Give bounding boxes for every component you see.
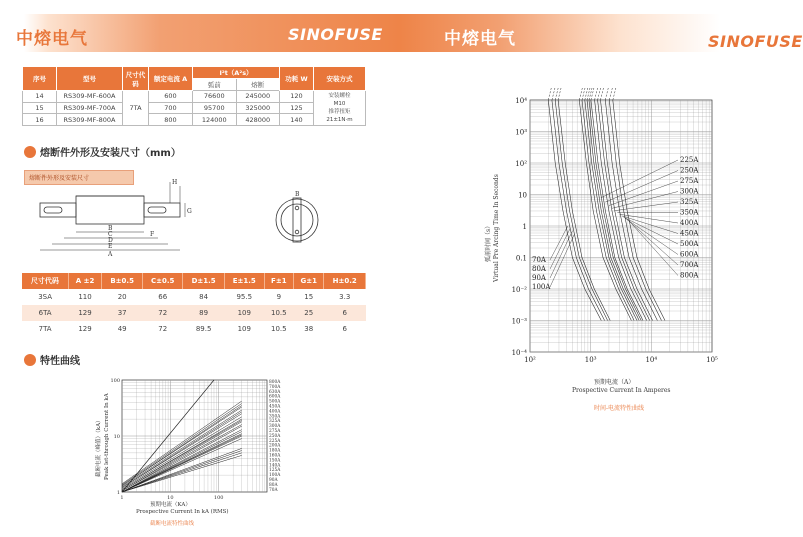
dim-header: F±1 — [264, 273, 293, 289]
dim-cell: 129 — [68, 305, 102, 321]
cell-no: 15 — [23, 102, 57, 114]
chart2-y-tick: 10 — [518, 191, 527, 200]
cell-no: 14 — [23, 91, 57, 103]
chart1-series-label: 150A — [269, 458, 281, 464]
chart1-series-label: 500A — [269, 399, 281, 405]
chart2-right-label: 350A — [680, 208, 699, 217]
chart2-x-tick: 10⁵ — [706, 356, 718, 364]
dim-cell: 109 — [224, 321, 264, 337]
chart2-right-label: 225A — [680, 156, 699, 164]
chart1-series-label: 140A — [269, 463, 281, 469]
header-left — [0, 14, 400, 52]
chart1-caption: 截断电流特性曲线 — [150, 521, 195, 527]
chart2-y-tick: 10⁴ — [515, 97, 527, 105]
dim-cell: 129 — [68, 321, 102, 337]
dim-cell: 49 — [102, 321, 143, 337]
chart2-right-label: 275A — [680, 177, 699, 185]
chart2-dash — [552, 88, 555, 100]
dim-label-a: A — [108, 251, 113, 258]
dim-header: E±1.5 — [224, 273, 264, 289]
cell-pre: 124000 — [193, 114, 237, 126]
chart2-leader — [550, 231, 572, 278]
chart2-x-tick: 10³ — [584, 356, 597, 364]
time-current-chart — [485, 92, 728, 422]
chart2-right-label: 500A — [680, 240, 699, 248]
dimension-header-row — [22, 273, 366, 289]
end-label-b: B — [295, 191, 300, 198]
dim-cell: 10.5 — [264, 321, 293, 337]
chart1-series-label: 300A — [269, 424, 281, 430]
chart1-series-label: 800A — [269, 380, 281, 385]
dim-cell: 10.5 — [264, 305, 293, 321]
chart2-dash — [579, 88, 582, 100]
end-inner-circle — [281, 204, 313, 236]
dim-label-b: B — [108, 225, 113, 232]
chart1-series-label: 90A — [269, 478, 278, 483]
chart1-series-label: 200A — [269, 443, 281, 449]
chart2-y-tick: 10⁻⁴ — [511, 349, 527, 357]
dim-header: B±0.5 — [102, 273, 143, 289]
chart2-leader — [609, 181, 678, 206]
cell-current: 700 — [149, 102, 193, 114]
cell-power: 140 — [280, 114, 314, 126]
spec-header-mount: 安装方式 — [314, 67, 366, 91]
chart1-xlabel: 预期电流（KA） — [150, 502, 191, 508]
cell-model: RS309-MF-800A — [57, 114, 123, 126]
chart2-caption: 时间-电流特性曲线 — [594, 405, 645, 412]
dim-label-d: D — [108, 237, 113, 244]
chart1-series-label: 225A — [269, 438, 281, 444]
brand-en-right: SINOFUSE — [708, 32, 803, 51]
dim-cell: 37 — [102, 305, 143, 321]
chart1-series-label: 100A — [269, 473, 281, 479]
chart1-series-label: 400A — [269, 409, 281, 415]
dim-label-c: C — [108, 231, 113, 238]
left-slot — [44, 207, 62, 213]
chart2-ylabel: 弧前时间（s） — [485, 222, 492, 262]
dim-cell: 95.5 — [224, 289, 264, 305]
chart2-right-label: 325A — [680, 198, 699, 206]
chart2-leader — [625, 218, 678, 254]
chart2-dash — [591, 88, 594, 100]
cell-power: 120 — [280, 91, 314, 103]
chart2-right-label: 600A — [680, 250, 699, 259]
dim-cell: 38 — [293, 321, 324, 337]
cell-current: 600 — [149, 91, 193, 103]
chart1-series-label: 250A — [269, 433, 281, 439]
chart2-ylabel-en: Virtual Pre Arcing Time In Seconds — [493, 174, 500, 282]
curve-title-text: 特性曲线 — [40, 356, 80, 367]
fuse-side-drawing — [30, 176, 200, 266]
chart1-series-250A — [122, 425, 242, 491]
dim-cell: 9 — [264, 289, 293, 305]
dim-cell: 84 — [183, 289, 224, 305]
dim-cell: 3SA — [22, 289, 68, 305]
spec-header-size: 尺寸代码 — [123, 67, 149, 91]
right-blade — [144, 203, 180, 217]
cell-total: 245000 — [236, 91, 280, 103]
header-banner — [0, 14, 803, 52]
chart1-y-tick: 100 — [110, 378, 120, 384]
chart2-y-tick: 10² — [515, 160, 527, 168]
brand-cn-right: 中熔电气 — [444, 29, 516, 49]
chart1-series-label: 450A — [269, 404, 281, 410]
chart2-right-label: 400A — [680, 219, 699, 227]
chart2-y-tick: 10⁻² — [511, 286, 527, 294]
dim-cell: 110 — [68, 289, 102, 305]
chart1-series-label: 70A — [269, 487, 278, 493]
chart1-x-tick: 100 — [213, 495, 224, 501]
chart1-xlabel-en: Prospective Current In kA (RMS) — [136, 509, 229, 515]
cutoff-current-chart — [90, 372, 290, 532]
section-bullet-icon — [24, 146, 36, 158]
fuse-end-view — [272, 192, 322, 252]
cell-total: 325000 — [236, 102, 280, 114]
dim-cell: 25 — [293, 305, 324, 321]
dim-cell: 6 — [324, 321, 366, 337]
chart2-dash — [582, 88, 585, 100]
right-slot — [148, 207, 166, 213]
spec-subheader-pre: 弧前 — [193, 79, 237, 91]
brand-en-left: SINOFUSE — [288, 25, 383, 44]
table-row — [23, 91, 366, 103]
chart2-dash — [598, 88, 601, 100]
chart2-leader — [624, 217, 678, 244]
dim-header: 尺寸代码 — [22, 273, 68, 289]
chart2-dash — [548, 88, 551, 100]
chart2-dash — [555, 88, 558, 100]
chart2-x-tick: 10² — [524, 356, 536, 364]
section-bullet-icon — [24, 354, 36, 366]
chart2-leader — [627, 220, 678, 265]
chart1-series-400A — [122, 414, 242, 488]
dim-label-h: H — [172, 179, 178, 186]
chart1-series-275A — [122, 422, 242, 491]
cell-pre: 95700 — [193, 102, 237, 114]
spec-header-model: 型号 — [57, 67, 123, 91]
chart1-x-tick: 10 — [167, 495, 174, 501]
dim-cell: 89 — [183, 305, 224, 321]
chart1-x-tick: 1 — [120, 495, 124, 501]
chart1-series-label: 180A — [269, 448, 281, 454]
spec-header-i2t: I²t（A²s） — [193, 67, 280, 79]
dim-cell: 72 — [143, 321, 183, 337]
chart2-left-label: 80A — [532, 265, 546, 273]
table-row — [22, 321, 366, 337]
dim-label-f: F — [150, 231, 155, 238]
mount-line: 21±1N·m — [326, 117, 353, 123]
chart1-series-label: 630A — [269, 389, 281, 395]
spec-subheader-total: 熔断 — [236, 79, 280, 91]
chart2-dash — [613, 88, 616, 100]
end-hole-top — [295, 206, 299, 210]
spec-header-power: 功耗 W — [280, 67, 314, 91]
chart2-right-label: 450A — [680, 229, 699, 238]
dim-header: H±0.2 — [324, 273, 366, 289]
chart2-dash — [600, 88, 603, 100]
dim-cell: 109 — [224, 305, 264, 321]
cell-size-code: 7TA — [123, 91, 149, 126]
cell-model: RS309-MF-600A — [57, 91, 123, 103]
table-row — [22, 289, 366, 305]
chart2-right-label: 700A — [680, 261, 699, 269]
dimension-title-text: 熔断件外形及安装尺寸（mm） — [40, 148, 181, 159]
dim-header: C±0.5 — [143, 273, 183, 289]
chart2-right-label: 250A — [680, 166, 699, 175]
chart2-y-tick: 10⁻³ — [511, 317, 527, 326]
dim-cell: 3.3 — [324, 289, 366, 305]
dimension-section-title — [24, 144, 181, 159]
cell-mount — [314, 91, 366, 126]
dim-label-e: E — [108, 243, 113, 250]
chart1-series-label: 350A — [269, 414, 281, 420]
dim-cell: 6TA — [22, 305, 68, 321]
chart2-leader — [605, 171, 678, 203]
chart2-leader — [620, 214, 678, 223]
cell-pre: 76600 — [193, 91, 237, 103]
chart2-xlabel: 预期电流（A） — [594, 379, 635, 386]
chart2-dash — [558, 88, 561, 100]
chart1-series-180A — [122, 432, 242, 492]
table-row — [22, 305, 366, 321]
dim-label-g: G — [187, 208, 192, 215]
chart2-right-label: 800A — [680, 271, 699, 280]
dim-cell: 20 — [102, 289, 143, 305]
mount-line: 安装螺栓 — [328, 93, 351, 99]
chart2-y-tick: 10³ — [515, 128, 527, 137]
header-right — [400, 14, 803, 52]
chart1-series-label: 80A — [269, 482, 278, 488]
brand-cn-left: 中熔电气 — [16, 29, 88, 49]
chart2-xlabel-en: Prospective Current In Amperes — [572, 387, 671, 394]
chart1-series-350A — [122, 417, 242, 489]
dim-cell: 89.5 — [183, 321, 224, 337]
chart2-dash — [595, 88, 598, 100]
dim-header: G±1 — [293, 273, 324, 289]
fuse-body — [76, 196, 144, 224]
chart2-leader — [601, 160, 678, 198]
chart2-dash — [605, 88, 608, 100]
chart1-series-label: 700A — [269, 384, 281, 390]
chart1-series-label: 600A — [269, 394, 281, 400]
chart2-y-tick: 0.1 — [515, 254, 527, 263]
chart2-leader — [615, 202, 678, 211]
dimension-sub-label: 熔断件外形及安装尺寸 — [24, 170, 134, 185]
chart1-series-label: 275A — [269, 429, 281, 434]
dim-cell: 72 — [143, 305, 183, 321]
chart1-ylabel-en: Peak let-through Current In kA — [104, 393, 110, 480]
chart2-leader — [550, 228, 570, 269]
chart2-left-label: 100A — [532, 283, 551, 291]
curve-section-title — [24, 352, 80, 367]
chart2-x-tick: 10⁴ — [645, 356, 658, 364]
spec-header-current: 额定电流 A — [149, 67, 193, 91]
chart2-left-label: 90A — [532, 274, 546, 282]
chart1-y-tick: 1 — [116, 490, 120, 496]
mount-line: M10 — [333, 101, 346, 107]
chart2-dash — [609, 88, 612, 100]
spec-header-no: 序号 — [23, 67, 57, 91]
end-hole-bottom — [295, 230, 299, 234]
chart2-left-label: 70A — [532, 256, 546, 264]
chart1-y-tick: 10 — [113, 434, 120, 440]
dim-header: A ±2 — [68, 273, 102, 289]
chart2-right-label: 300A — [680, 187, 699, 196]
dim-cell: 6 — [324, 305, 366, 321]
spec-table — [22, 66, 366, 126]
cell-total: 428000 — [236, 114, 280, 126]
dim-cell: 66 — [143, 289, 183, 305]
chart1-series-label: 160A — [269, 453, 281, 459]
mount-line: 推荐扭矩 — [328, 109, 351, 115]
end-outer-circle — [276, 199, 318, 241]
dimension-table — [22, 273, 366, 337]
left-blade — [40, 203, 76, 217]
chart1-series-label: 125A — [269, 468, 281, 474]
chart2-series-80A — [552, 100, 605, 321]
dim-header: D±1.5 — [183, 273, 224, 289]
dim-cell: 7TA — [22, 321, 68, 337]
cell-no: 16 — [23, 114, 57, 126]
cell-power: 125 — [280, 102, 314, 114]
dim-cell: 15 — [293, 289, 324, 305]
chart2-y-tick: 1 — [522, 223, 527, 231]
chart1-series-label: 325A — [269, 419, 281, 425]
chart1-ylabel: 截断电流（峰值）（kA） — [96, 417, 102, 477]
cell-current: 800 — [149, 114, 193, 126]
cell-model: RS309-MF-700A — [57, 102, 123, 114]
